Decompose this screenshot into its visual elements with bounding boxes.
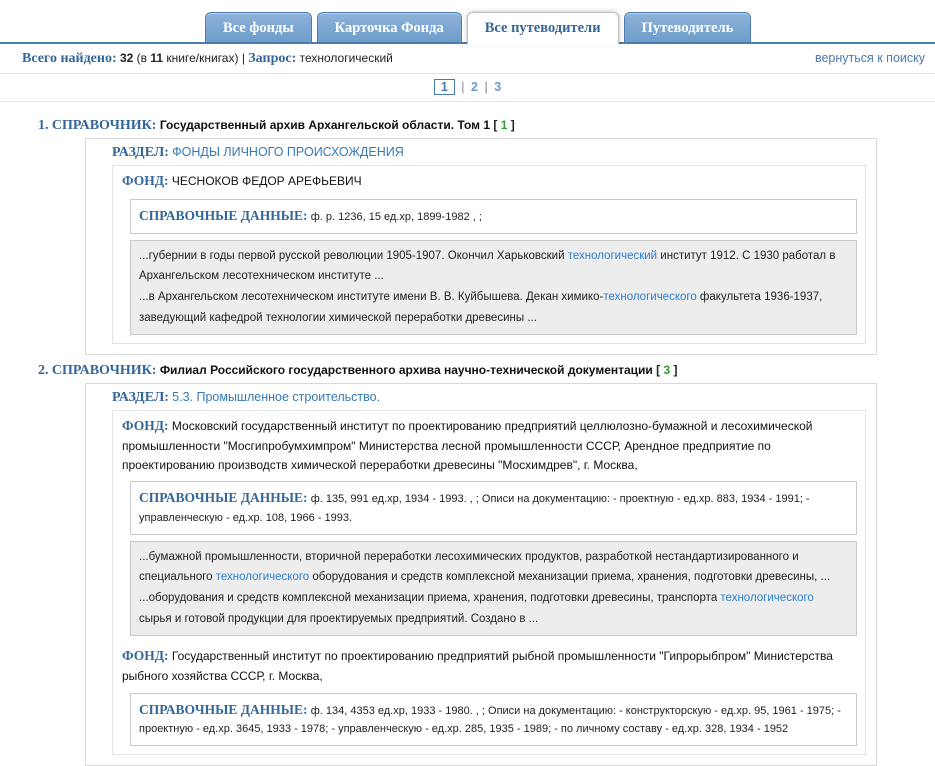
- bracket-open: [: [493, 118, 498, 132]
- page-separator: |: [484, 80, 488, 94]
- tab-fund-card[interactable]: Карточка Фонда: [317, 12, 462, 44]
- snippet-text: ...в Архангельском лесотехническом институте имени В. В. Куйбышева. Декан химико-: [139, 290, 604, 303]
- fond-box: [112, 410, 866, 755]
- entry-count: 1: [500, 118, 508, 132]
- fond-label: ФОНД:: [122, 648, 169, 664]
- snippet-text: ...губернии в годы первой русской революции 1905-1907. Окончил Харьковский: [139, 249, 568, 262]
- fond-name: ЧЕСНОКОВ ФЕДОР АРЕФЬЕВИЧ: [171, 174, 362, 188]
- tab-guide[interactable]: Путеводитель: [624, 12, 752, 44]
- page-link-2[interactable]: 2: [471, 80, 478, 94]
- fond-line: [122, 646, 857, 686]
- fond-box: [112, 165, 866, 344]
- query-value: технологический: [299, 51, 393, 65]
- book-count: 11: [150, 51, 164, 65]
- razdel-line: [112, 390, 866, 406]
- entry-title: Филиал Российского государственного архива научно-технической документации: [159, 363, 653, 378]
- tab-all-funds[interactable]: Все фонды: [205, 12, 312, 44]
- snippet-line: [139, 588, 848, 629]
- highlight-term: технологического: [720, 591, 814, 604]
- fond-line: [122, 416, 857, 474]
- page-separator: |: [461, 80, 465, 94]
- bracket-close: ]: [673, 363, 678, 378]
- tab-all-guides[interactable]: Все путеводители: [467, 12, 619, 44]
- page-current[interactable]: 1: [434, 79, 455, 95]
- fond-name: Государственный институт по проектированию предприятий рыбной промышленности "Гипрорыбпром" Министерства рыбного хозяйства СССР, г. Москва,: [122, 649, 833, 684]
- snippet-box: [130, 541, 857, 637]
- found-count: 32: [119, 51, 134, 65]
- reference-data-box: [130, 693, 857, 746]
- snippet-box: [130, 240, 857, 336]
- highlight-term: технологического: [215, 571, 310, 584]
- razdel-line: [112, 145, 866, 161]
- entry-heading: [38, 363, 935, 379]
- fond-name: Московский государственный институт по проектированию предприятий целлюлозно-бумажной и лесохимической промышленности "Мосгипробумхимпром" Министерства лесной промышленности СССР, Арендное предприятие по проектированию производств химической переработки древесины "Мосхимдрев", г. Москва,: [122, 419, 813, 472]
- reference-data-text: ф. р. 1236, 15 ед.хр, 1899-1982 , ;: [310, 210, 482, 223]
- reference-data-label: СПРАВОЧНЫЕ ДАННЫЕ:: [139, 207, 308, 223]
- entry-title: Государственный архив Архангельской области. Том 1: [159, 118, 490, 132]
- in-close: книге/книгах): [166, 51, 239, 65]
- spravochnik-label: СПРАВОЧНИК:: [51, 363, 157, 379]
- reference-data-label: СПРАВОЧНЫЕ ДАННЫЕ:: [139, 490, 308, 506]
- snippet-text: оборудования и средств комплексной механизации приема, хранения, подготовки древесины, ...: [309, 571, 831, 584]
- snippet-line: [139, 547, 848, 588]
- reference-data-text: ф. 134, 4353 ед.хр, 1933 - 1980. , ; Описи на документацию: - конструкторскую - ед.хр. 95, 1961 - 1975; - проектную - ед.хр. 3645, 1933 - 1978; - управленческую - ед.хр. 285, 1935 - 1989; - по личному составу - ед.хр. 328, 1934 - 1952: [139, 704, 841, 736]
- highlight-term: технологического: [603, 290, 697, 303]
- snippet-text: ...оборудования и средств комплексной механизации приема, хранения, подготовки древесины, транспорта: [139, 591, 721, 604]
- results-summary: [22, 51, 393, 67]
- snippet-line: [139, 246, 848, 287]
- reference-data-label: СПРАВОЧНЫЕ ДАННЫЕ:: [139, 701, 308, 717]
- entry-number: 2.: [38, 363, 49, 379]
- pagination: [0, 74, 935, 102]
- snippet-text: факультета 1936-1937, заведующий кафедрой технологии химической переработки древесины ...: [139, 290, 823, 324]
- entry-number: 1.: [38, 118, 49, 133]
- razdel-link[interactable]: ФОНДЫ ЛИЧНОГО ПРОИСХОЖДЕНИЯ: [172, 145, 404, 159]
- bracket-open: [: [656, 363, 661, 378]
- result-entry: [38, 118, 935, 355]
- result-entry: [38, 363, 935, 766]
- in-open: (в: [136, 51, 148, 65]
- spravochnik-label: СПРАВОЧНИК:: [51, 118, 157, 133]
- summary-pipe: |: [241, 51, 245, 65]
- snippet-text: институт 1912. С 1930 работал в Архангельском лесотехническом институте ...: [139, 249, 836, 283]
- back-to-search-link[interactable]: вернуться к поиску: [814, 51, 925, 65]
- highlight-term: технологический: [567, 249, 658, 262]
- tab-bar: [0, 0, 935, 44]
- fond-line: [122, 171, 857, 192]
- razdel-box: [85, 383, 877, 766]
- razdel-link[interactable]: 5.3. Промышленное строительство.: [172, 390, 381, 405]
- reference-data-text: ф. 135, 991 ед.хр, 1934 - 1993. , ; Описи на документацию: - проектную - ед.хр. 883, 1934 - 1991; - управленческую - ед.хр. 108, 1966 - 1993.: [139, 493, 810, 524]
- found-label: Всего найдено:: [22, 51, 117, 66]
- results-list: [0, 102, 935, 766]
- razdel-box: [85, 138, 877, 355]
- reference-data-box: [130, 481, 857, 534]
- reference-data-box: [130, 199, 857, 234]
- entry-count: 3: [663, 363, 671, 378]
- razdel-label: РАЗДЕЛ:: [112, 145, 169, 160]
- snippet-text: сырья и готовой продукции для проектируемых предприятий. Создано в ...: [139, 612, 539, 625]
- page-link-3[interactable]: 3: [494, 80, 502, 94]
- fond-label: ФОНД:: [122, 418, 169, 434]
- fond-label: ФОНД:: [122, 173, 169, 188]
- entry-heading: [38, 118, 935, 134]
- results-summary-row: [0, 44, 935, 74]
- bracket-close: ]: [510, 118, 515, 132]
- snippet-line: [139, 287, 848, 328]
- snippet-text: ...бумажной промышленности, вторичной переработки лесохимических продуктов, разработкой нестандартизированного и специального: [139, 550, 799, 584]
- razdel-label: РАЗДЕЛ:: [112, 390, 169, 406]
- query-label: Запрос:: [248, 51, 297, 66]
